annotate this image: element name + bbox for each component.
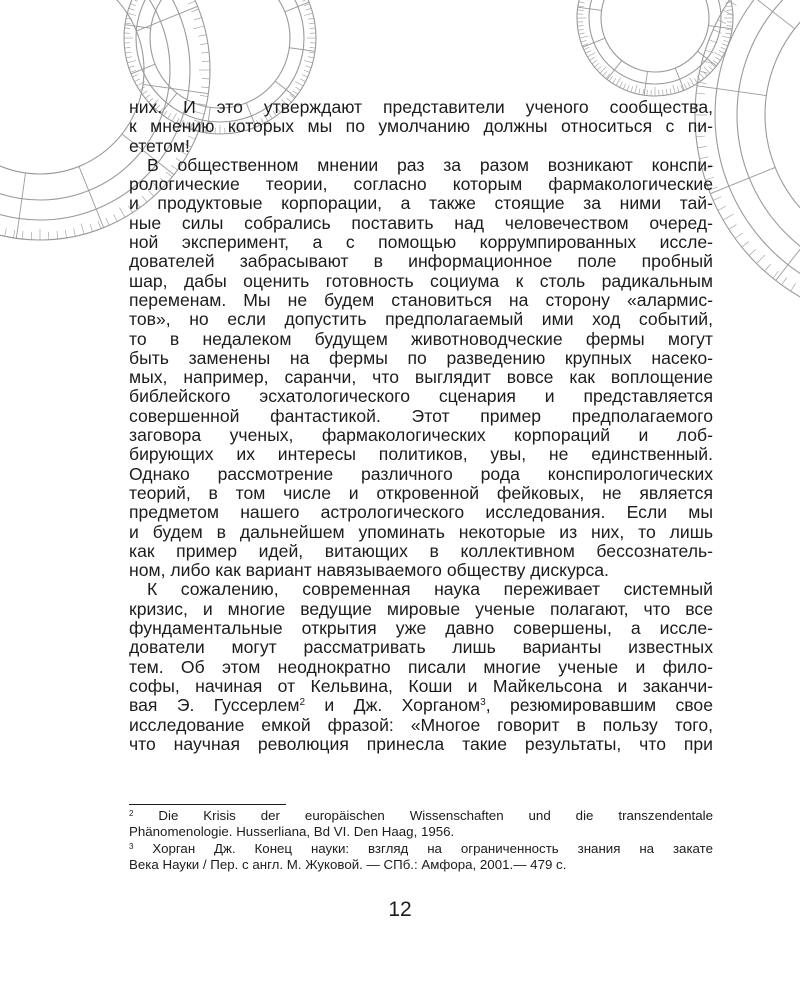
text-line: рологические теории, согласно которым фармакологические <box>129 174 713 195</box>
text-line: мых, например, саранчи, что выглядит вовсе как воплощение <box>129 367 713 388</box>
text-line: заговора ученых, фармакологических корпораций и лоб- <box>129 425 713 446</box>
text-line: тов», но если допустить предполагаемый ими ход событий, <box>129 309 713 330</box>
text-line: ном, либо как вариант навязываемого обществу дискурса. <box>129 560 609 581</box>
text-line: ной эксперимент, а с помощью коррумпированных иссле- <box>129 232 713 253</box>
text-line: кризис, и многие ведущие мировые ученые полагают, что все <box>129 598 713 619</box>
text-fragment: и Дж. Хорганом <box>305 695 481 716</box>
text-line: тем. Об этом неоднократно писали многие ученые и фило- <box>129 656 713 677</box>
footnote-text: Die Krisis der europäischen Wissenschaften und die transzendentale <box>133 808 713 823</box>
text-line: К сожалению, современная наука переживает системный <box>147 579 713 600</box>
footnotes <box>129 808 713 873</box>
text-line: совершенной фантастикой. Этот пример предполагаемого <box>129 405 713 426</box>
text-line: ные силы собрались поставить над человечеством очеред- <box>129 212 713 233</box>
text-line: дователей забрасывают в информационное поле пробный <box>129 251 713 272</box>
footnote-ref[interactable]: 2 <box>299 697 306 709</box>
text-line: шар, дабы оценить готовность социума к столь радикальным <box>129 270 713 291</box>
text-line: теорий, в том числе и откровенной фейковых, не является <box>129 482 713 503</box>
text-line: исследование емкой фразой: «Многое говорит в пользу того, <box>129 714 713 735</box>
text-fragment: , резюмировавшим свое <box>485 695 713 716</box>
footnote-line <box>129 841 713 857</box>
text-line: что научная революция принесла такие результаты, что при <box>129 733 713 754</box>
text-line <box>129 696 713 715</box>
text-line: софы, начиная от Кельвина, Коши и Майкельсона и заканчи- <box>129 675 713 696</box>
text-line: как пример идей, витающих в коллективном бессознатель- <box>129 540 713 561</box>
footnote-line: Века Науки / Пер. с англ. М. Жуковой. — СПб.: Амфора, 2001.— 479 с. <box>129 856 567 872</box>
page-number: 12 <box>388 898 412 921</box>
text-line: ететом! <box>129 135 190 156</box>
footnote-ref[interactable]: 3 <box>480 697 486 709</box>
page-body-text <box>129 98 713 754</box>
text-line: предметом нашего астрологического исследования. Если мы <box>129 502 713 523</box>
text-line: к мнению которых мы по умолчанию должны относиться с пи- <box>129 116 713 137</box>
text-line: них. И это утверждают представители ученого сообщества, <box>129 97 713 117</box>
footnote-line <box>129 808 713 824</box>
footnote-marker: 3 <box>129 841 134 851</box>
text-line: дователи могут рассматривать лишь варианты известных <box>129 637 713 658</box>
text-fragment: вая Э. Гуссерлем <box>129 695 300 716</box>
text-line: переменам. Мы не будем становиться на сторону «алармис- <box>129 289 713 310</box>
text-line: и продуктовые корпорации, а также стоящие за ними тай- <box>129 193 713 214</box>
text-line: фундаментальные открытия уже давно совершены, а иссле- <box>129 618 713 639</box>
text-line: Однако рассмотрение различного рода конспирологических <box>129 463 713 484</box>
footnote-line: Phänomenologie. Husserliana, Bd VI. Den Haag, 1956. <box>129 824 455 840</box>
footnote-text: Хорган Дж. Конец науки: взгляд на ограниченность знания на закате <box>133 840 713 856</box>
text-line: то в недалеком будущем животноводческие фермы могут <box>129 328 713 349</box>
text-line: бирующих их интересы политиков, увы, не единственный. <box>129 444 713 465</box>
text-line: и будем в дальнейшем упоминать некоторые из них, то лишь <box>129 521 713 542</box>
text-line: быть заменены на фермы по разведению крупных насеко- <box>129 347 713 368</box>
text-line: библейского эсхатологического сценария и представляется <box>129 386 713 407</box>
footnote-separator <box>129 804 286 805</box>
text-line: В общественном мнении раз за разом возникают конспи- <box>147 154 713 175</box>
footnote-marker: 2 <box>129 809 134 818</box>
